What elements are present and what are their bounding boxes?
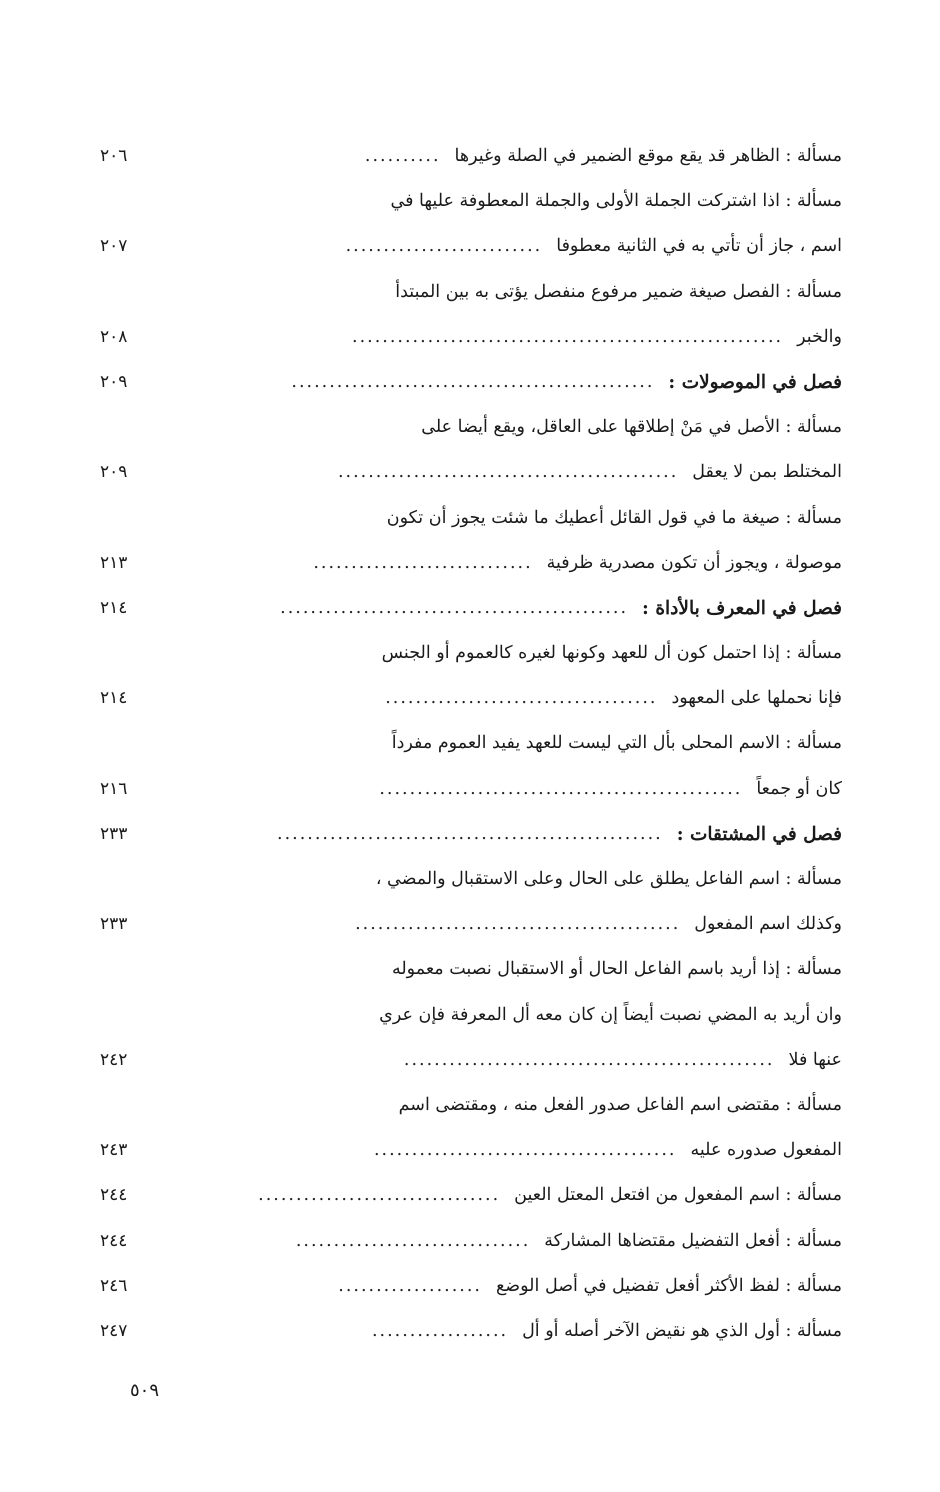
leader-dots: ........................................: [373, 1140, 677, 1161]
toc-entry-text: موصولة ، ويجوز أن تكون مصدرية ظرفية: [546, 552, 842, 573]
toc-entry-text: المختلط بمن لا يعقل: [692, 462, 842, 483]
page-ref: ٢٤٤: [100, 1185, 128, 1206]
leader-dots: ................................................: [379, 778, 743, 799]
page-ref: ٢٤٦: [100, 1275, 128, 1296]
toc-row: [100, 676, 842, 721]
toc-row: [100, 902, 842, 947]
toc-row: [100, 270, 842, 315]
toc-entry-text: مسألة : صيغة ما في قول القائل أعطيك ما شئت يجوز أن تكون: [386, 507, 842, 528]
toc-entry-text: مسألة : الأصل في مَنْ إطلاقها على العاقل، ويقع أيضا على: [421, 417, 842, 438]
leader-dots: ...................: [338, 1275, 482, 1296]
leader-dots: ..........................: [345, 236, 543, 257]
toc-entry-text: مسألة : أفعل التفضيل مقتضاها المشاركة: [544, 1230, 842, 1251]
toc-entry-text: كان أو جمعاً: [756, 778, 842, 799]
section-title: فصل في المشتقات :: [676, 823, 842, 845]
toc-section-heading: [100, 812, 842, 857]
toc-entry-text: مسألة : الظاهر قد يقع موقع الضمير في الصلة وغيرها: [454, 146, 842, 166]
leader-dots: ...................................................: [277, 823, 663, 844]
toc-entry-text: مسألة : إذا احتمل كون أل للعهد وكونها لغيره كالعموم أو الجنس: [381, 643, 842, 664]
toc-entry-text: وكذلك اسم المفعول: [694, 914, 842, 935]
leader-dots: ..............................................: [280, 597, 629, 618]
leader-dots: ..................: [371, 1320, 509, 1341]
toc-row: [100, 767, 842, 812]
toc-row: [100, 315, 842, 360]
leader-dots: ................................: [258, 1185, 501, 1206]
toc-row: [100, 179, 842, 224]
toc-row: [100, 450, 842, 495]
toc-row: [100, 1083, 842, 1128]
leader-dots: ...............................: [295, 1230, 531, 1251]
toc-entry-text: مسألة : إذا أريد باسم الفاعل الحال أو الاستقبال نصبت معموله: [391, 959, 842, 980]
toc-row: [100, 857, 842, 902]
page-ref: ٢١٦: [100, 778, 128, 799]
page-ref: ٢٠٦: [100, 146, 128, 166]
toc-entry-text: والخبر: [797, 326, 842, 347]
leader-dots: ....................................: [385, 688, 658, 709]
toc-row: [100, 631, 842, 676]
toc-entry-text: مسألة : اسم المفعول من افتعل المعتل العين: [514, 1185, 842, 1206]
page-ref: ٢٠٩: [100, 371, 128, 392]
page-ref: ٢٠٩: [100, 462, 128, 483]
section-title: فصل في المعرف بالأداة :: [642, 597, 842, 619]
leader-dots: .........................................................: [352, 326, 784, 347]
toc-section-heading: [100, 586, 842, 631]
toc-row: [100, 721, 842, 766]
toc-row: [100, 947, 842, 992]
toc-entry-text: مسألة : الاسم المحلى بأل التي ليست للعهد يفيد العموم مفرداً: [391, 733, 842, 754]
page-ref: ٢١٤: [100, 688, 128, 709]
toc-entry-text: فإنا نحملها على المعهود: [671, 688, 842, 709]
page-ref: ٢٤٤: [100, 1230, 128, 1251]
toc-section-heading: [100, 360, 842, 405]
toc-entry-text: عنها فلا: [788, 1049, 842, 1070]
toc-row: [100, 1128, 842, 1173]
page-ref: ٢١٣: [100, 552, 128, 573]
leader-dots: .............................................: [337, 462, 679, 483]
leader-dots: ..........: [364, 146, 441, 166]
page-ref: ٢٤٣: [100, 1140, 128, 1161]
leader-dots: ................................................: [291, 371, 655, 392]
table-of-contents: [100, 134, 842, 1354]
toc-row: [100, 541, 842, 586]
page-ref: ٢٤٢: [100, 1049, 128, 1070]
toc-row: [100, 1038, 842, 1083]
page-ref: ٢٤٧: [100, 1320, 128, 1341]
leader-dots: .............................: [313, 552, 533, 573]
toc-row: [100, 134, 842, 179]
page-number: ٥٠٩: [130, 1380, 160, 1401]
page-ref: ٢٣٣: [100, 823, 128, 844]
toc-row: [100, 1309, 842, 1354]
toc-row: [100, 1219, 842, 1264]
toc-entry-text: مسألة : اسم الفاعل يطلق على الحال وعلى الاستقبال والمضي ،: [375, 869, 842, 889]
leader-dots: .................................................: [403, 1049, 775, 1070]
toc-entry-text: مسألة : الفصل صيغة ضمير مرفوع منفصل يؤتى به بين المبتدأ: [395, 281, 842, 302]
toc-entry-text: مسألة : لفظ الأكثر أفعل تفضيل في أصل الوضع: [495, 1275, 842, 1296]
toc-row: [100, 405, 842, 450]
page-ref: ٢٠٧: [100, 236, 128, 257]
toc-entry-text: وان أريد به المضي نصبت أيضاً إن كان معه أل المعرفة فإن عري: [379, 1004, 842, 1025]
section-title: فصل في الموصولات :: [668, 371, 842, 393]
toc-entry-text: اسم ، جاز أن تأتي به في الثانية معطوفا: [556, 236, 842, 257]
toc-row: [100, 1173, 842, 1218]
leader-dots: ...........................................: [355, 914, 681, 935]
page-ref: ٢١٤: [100, 597, 128, 618]
toc-entry-text: المفعول صدوره عليه: [690, 1140, 842, 1161]
toc-row: [100, 224, 842, 269]
toc-row: [100, 1264, 842, 1309]
page-ref: ٢٠٨: [100, 326, 128, 347]
page-ref: ٢٣٣: [100, 914, 128, 935]
toc-entry-text: مسألة : اذا اشتركت الجملة الأولى والجملة المعطوفة عليها في: [390, 191, 842, 212]
toc-entry-text: مسألة : أول الذي هو نقيض الآخر أصله أو أل: [522, 1320, 842, 1341]
toc-row: [100, 993, 842, 1038]
toc-row: [100, 496, 842, 541]
toc-entry-text: مسألة : مقتضى اسم الفاعل صدور الفعل منه ، ومقتضى اسم: [398, 1094, 842, 1115]
